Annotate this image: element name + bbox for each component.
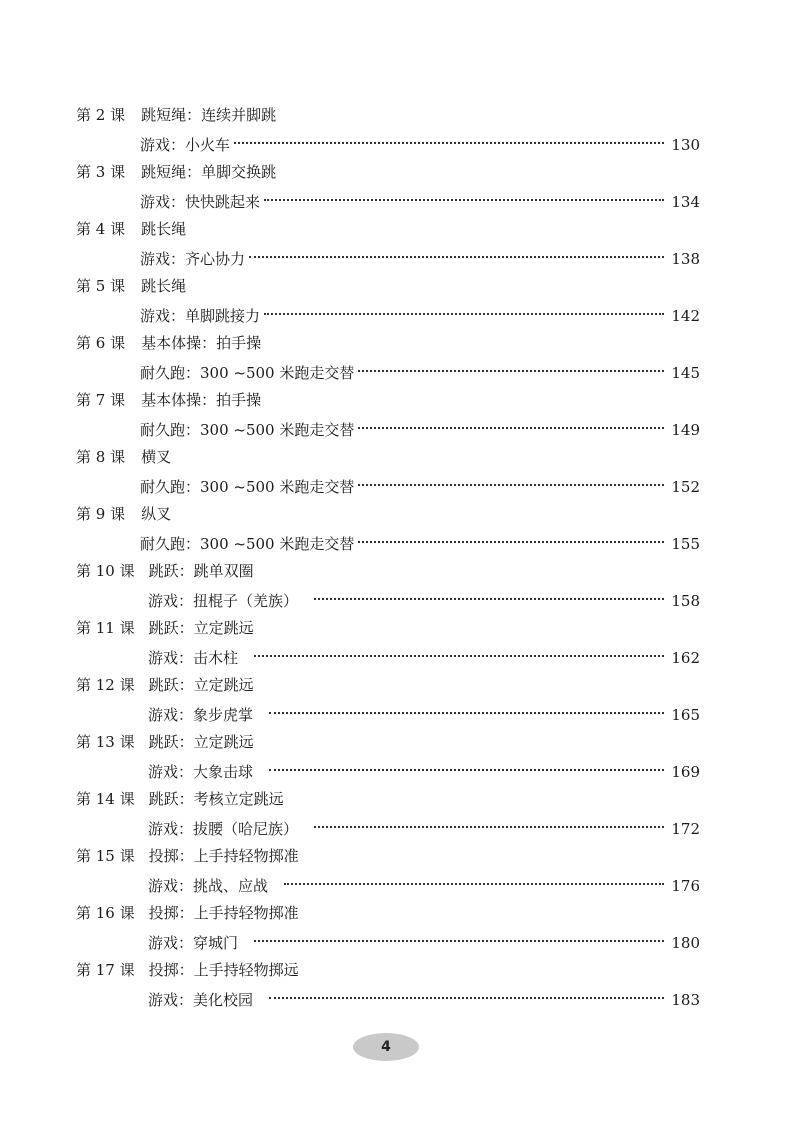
toc-entry[interactable] [0, 558, 800, 615]
lesson-heading [76, 387, 261, 413]
toc-entry[interactable] [0, 159, 800, 216]
lesson-heading [76, 672, 254, 698]
lesson-topic: 跳跃：立定跳远 [148, 619, 254, 637]
lesson-heading [76, 159, 276, 185]
dot-leader [314, 812, 664, 828]
subentry-text: 游戏：穿城门 [148, 934, 239, 952]
dot-leader [358, 413, 664, 429]
subentry-text: 游戏：象步虎掌 [148, 706, 254, 724]
dot-leader [269, 983, 664, 999]
subentry-text: 游戏：挑战、应战 [148, 877, 269, 895]
lesson-heading [76, 444, 171, 470]
page-number: 162 [671, 649, 700, 667]
toc-entry[interactable] [0, 672, 800, 729]
toc-entry[interactable] [0, 216, 800, 273]
lesson-topic: 跳长绳 [141, 277, 187, 295]
page-number-badge: 4 [353, 1033, 419, 1061]
toc-entry[interactable] [0, 729, 800, 786]
lesson-subentry [140, 531, 700, 557]
lesson-heading [76, 957, 299, 983]
lesson-subentry [148, 930, 700, 956]
lesson-topic: 基本体操：拍手操 [141, 334, 262, 352]
page-number: 180 [671, 934, 700, 952]
dot-leader [254, 641, 664, 657]
lesson-number: 第 4 课 [76, 220, 126, 238]
lesson-subentry [148, 987, 700, 1013]
lesson-number: 第 14 课 [76, 790, 135, 808]
lesson-subentry [148, 816, 700, 842]
lesson-subentry [140, 132, 700, 158]
subentry-text: 游戏：拔腰（哈尼族） [148, 820, 299, 838]
toc-entry[interactable] [0, 273, 800, 330]
toc-entry[interactable] [0, 387, 800, 444]
lesson-number: 第 17 课 [76, 961, 135, 979]
toc-entry[interactable] [0, 330, 800, 387]
dot-leader [264, 185, 664, 201]
lesson-subentry [148, 645, 700, 671]
dot-leader [358, 356, 664, 372]
page-number: 130 [671, 136, 700, 154]
dot-leader [264, 299, 664, 315]
toc-entry[interactable] [0, 957, 800, 1014]
toc-entry[interactable] [0, 786, 800, 843]
toc-entry[interactable] [0, 444, 800, 501]
subentry-text: 耐久跑：300 ~500 米跑走交替 [140, 478, 355, 496]
lesson-heading [76, 102, 276, 128]
page-number: 142 [671, 307, 700, 325]
page-number: 155 [671, 535, 700, 553]
lesson-topic: 跳长绳 [141, 220, 187, 238]
subentry-text: 游戏：小火车 [140, 136, 231, 154]
lesson-number: 第 3 课 [76, 163, 126, 181]
lesson-number: 第 2 课 [76, 106, 126, 124]
dot-leader [249, 242, 664, 258]
lesson-subentry [140, 189, 700, 215]
lesson-heading [76, 501, 171, 527]
table-of-contents [0, 102, 800, 1014]
lesson-number: 第 16 课 [76, 904, 135, 922]
page-number: 183 [671, 991, 700, 1009]
lesson-heading [76, 786, 284, 812]
lesson-heading [76, 216, 186, 242]
lesson-subentry [148, 873, 700, 899]
page-number: 158 [671, 592, 700, 610]
lesson-number: 第 10 课 [76, 562, 135, 580]
lesson-number: 第 9 课 [76, 505, 126, 523]
subentry-text: 游戏：快快跳起来 [140, 193, 261, 211]
subentry-text: 游戏：美化校园 [148, 991, 254, 1009]
subentry-text: 耐久跑：300 ~500 米跑走交替 [140, 364, 355, 382]
page-number: 176 [671, 877, 700, 895]
lesson-heading [76, 330, 261, 356]
lesson-topic: 跳跃：立定跳远 [148, 733, 254, 751]
subentry-text: 游戏：扭棍子（羌族） [148, 592, 299, 610]
page-number: 172 [671, 820, 700, 838]
lesson-subentry [148, 759, 700, 785]
lesson-topic: 跳短绳：连续并脚跳 [141, 106, 277, 124]
dot-leader [269, 755, 664, 771]
lesson-subentry [140, 474, 700, 500]
page-number: 138 [671, 250, 700, 268]
lesson-topic: 跳跃：跳单双圈 [148, 562, 254, 580]
lesson-number: 第 6 课 [76, 334, 126, 352]
page-number: 145 [671, 364, 700, 382]
page-number: 165 [671, 706, 700, 724]
subentry-text: 游戏：齐心协力 [140, 250, 246, 268]
lesson-subentry [148, 588, 700, 614]
lesson-topic: 投掷：上手持轻物掷远 [148, 961, 299, 979]
lesson-topic: 纵叉 [141, 505, 172, 523]
lesson-topic: 投掷：上手持轻物掷准 [148, 904, 299, 922]
lesson-number: 第 5 课 [76, 277, 126, 295]
dot-leader [358, 527, 664, 543]
lesson-number: 第 13 课 [76, 733, 135, 751]
page-number: 169 [671, 763, 700, 781]
dot-leader [358, 470, 664, 486]
lesson-topic: 投掷：上手持轻物掷准 [148, 847, 299, 865]
lesson-heading [76, 900, 299, 926]
lesson-subentry [140, 303, 700, 329]
lesson-subentry [148, 702, 700, 728]
page-number: 134 [671, 193, 700, 211]
toc-entry[interactable] [0, 501, 800, 558]
lesson-heading [76, 273, 186, 299]
subentry-text: 耐久跑：300 ~500 米跑走交替 [140, 535, 355, 553]
subentry-text: 游戏：击木柱 [148, 649, 239, 667]
toc-entry[interactable] [0, 102, 800, 159]
lesson-topic: 跳跃：考核立定跳远 [148, 790, 284, 808]
lesson-topic: 横叉 [141, 448, 172, 466]
dot-leader [314, 584, 664, 600]
page-number: 152 [671, 478, 700, 496]
lesson-topic: 基本体操：拍手操 [141, 391, 262, 409]
lesson-topic: 跳短绳：单脚交换跳 [141, 163, 277, 181]
lesson-topic: 跳跃：立定跳远 [148, 676, 254, 694]
dot-leader [254, 926, 664, 942]
lesson-number: 第 15 课 [76, 847, 135, 865]
lesson-number: 第 7 课 [76, 391, 126, 409]
dot-leader [269, 698, 664, 714]
toc-entry[interactable] [0, 843, 800, 900]
page-number: 149 [671, 421, 700, 439]
subentry-text: 游戏：单脚跳接力 [140, 307, 261, 325]
subentry-text: 耐久跑：300 ~500 米跑走交替 [140, 421, 355, 439]
dot-leader [284, 869, 664, 885]
dot-leader [234, 128, 664, 144]
subentry-text: 游戏：大象击球 [148, 763, 254, 781]
lesson-heading [76, 729, 254, 755]
lesson-heading [76, 558, 254, 584]
lesson-subentry [140, 360, 700, 386]
lesson-heading [76, 615, 254, 641]
lesson-number: 第 8 课 [76, 448, 126, 466]
toc-entry[interactable] [0, 615, 800, 672]
lesson-number: 第 11 课 [76, 619, 135, 637]
toc-entry[interactable] [0, 900, 800, 957]
lesson-subentry [140, 417, 700, 443]
lesson-subentry [140, 246, 700, 272]
lesson-number: 第 12 课 [76, 676, 135, 694]
lesson-heading [76, 843, 299, 869]
